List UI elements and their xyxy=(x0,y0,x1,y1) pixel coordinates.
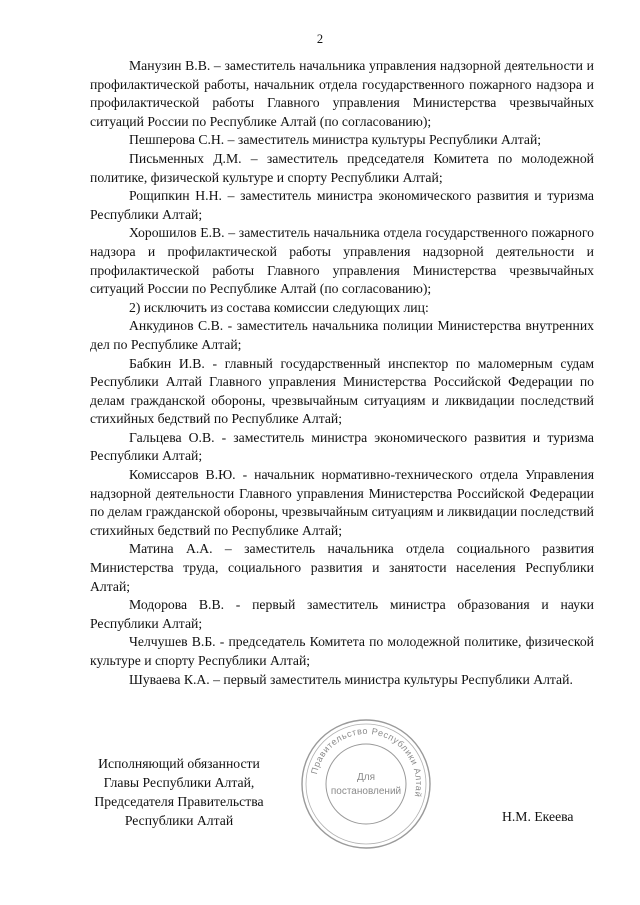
paragraph-komissarov: Комиссаров В.Ю. - начальник нормативно-технического отдела Управления надзорной деятельности Главного управления Министерства Российской Федерации по делам гражданской обороны, чрезвычайным ситуациям и ликвидации последствий стихийных бедствий по Республике Алтай; xyxy=(90,467,594,538)
paragraph-matina: Матина А.А. – заместитель начальника отдела социального развития Министерства труда, социального развития и занятости населения Республики Алтай; xyxy=(90,541,594,594)
paragraph-chelchushev: Челчушев В.Б. - председатель Комитета по молодежной политике, физической культуре и спорту Республики Алтай; xyxy=(90,634,594,668)
seal-ring-text: Правительство Республики Алтай xyxy=(309,725,425,799)
signer-name: Н.М. Екеева xyxy=(502,809,574,824)
signature-title-line: Исполняющий обязанности xyxy=(98,756,260,771)
official-seal xyxy=(298,716,434,852)
page-number: 2 xyxy=(316,32,324,46)
paragraph-galtseva: Гальцева О.В. - заместитель министра экономического развития и туризма Республики Алтай; xyxy=(90,429,594,464)
signature-title-line: Председателя Правительства xyxy=(94,794,264,809)
signature-block xyxy=(86,754,272,830)
document-body xyxy=(90,57,594,689)
paragraph-pismennykh: Письменных Д.М. – заместитель председателя Комитета по молодежной политике, физической культуре и спорту Республики Алтай; xyxy=(90,150,594,185)
seal-center-text: постановлений xyxy=(330,786,402,797)
signature-title-line: Главы Республики Алтай, xyxy=(103,775,255,790)
paragraph-khoroshilov: Хорошилов Е.В. – заместитель начальника отдела государственного пожарного надзора и профилактической работы управления надзорной деятельности и профилактической работы Главного управления Министерства чрезвычайных ситуаций России по Республике Алтай (по согласованию); xyxy=(90,225,594,297)
paragraph-babkin: Бабкин И.В. - главный государственный инспектор по маломерным судам Республики Алтай Главного управления Министерства Российской Федерации по делам гражданской обороны, чрезвычайным ситуациям и ликвидации последствий стихийных бедствий по Республике Алтай; xyxy=(90,355,594,427)
signature-title-line: Республики Алтай xyxy=(124,813,234,828)
paragraph-shuvaeva: Шуваева К.А. – первый заместитель министра культуры Республики Алтай. xyxy=(129,671,573,687)
paragraph-ankudinov: Анкудинов С.В. - заместитель начальника полиции Министерства внутренних дел по Республике Алтай; xyxy=(90,318,594,352)
paragraph-peshperova: Пешперова С.Н. – заместитель министра культуры Республики Алтай; xyxy=(129,132,542,148)
paragraph-roshchipkin: Рощипкин Н.Н. – заместитель министра экономического развития и туризма Республики Алтай; xyxy=(90,188,594,222)
paragraph-exclude-heading: 2) исключить из состава комиссии следующих лиц: xyxy=(129,299,429,315)
paragraph-modorova: Модорова В.В. - первый заместитель министра образования и науки Республики Алтай; xyxy=(90,597,594,631)
seal-center-text: Для xyxy=(356,772,376,783)
paragraph-manuzin: Манузин В.В. – заместитель начальника управления надзорной деятельности и профилактической работы, начальник отдела государственного пожарного надзора и профилактической работы Главного управления Министерства чрезвычайных ситуаций России по Республике Алтай (по согласованию); xyxy=(90,58,594,129)
